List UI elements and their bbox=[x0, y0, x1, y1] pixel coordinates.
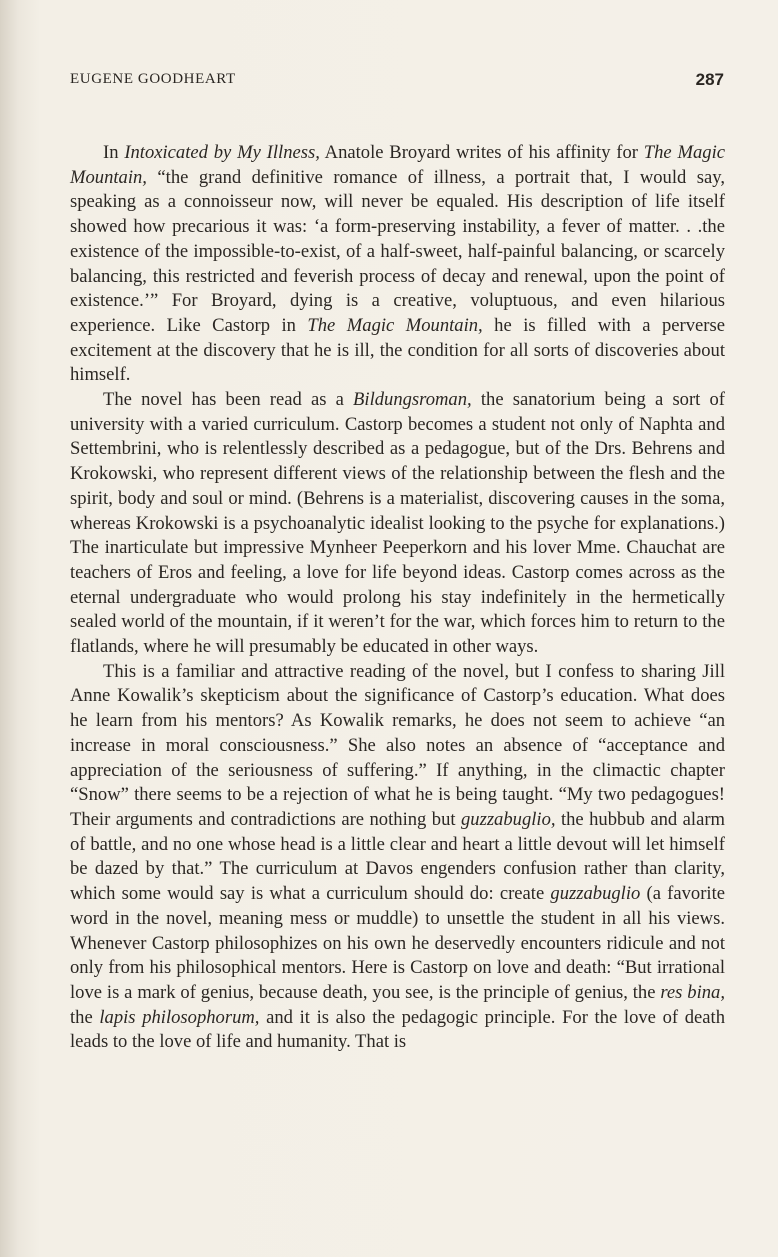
text-run: The novel has been read as a bbox=[103, 389, 354, 411]
book-title-italic: The Magic Mountain, bbox=[307, 314, 483, 336]
running-head-author: EUGENE GOODHEART bbox=[70, 71, 236, 87]
italic-term: lapis philosophorum, bbox=[99, 1006, 260, 1028]
italic-term: guzzabuglio bbox=[550, 883, 641, 905]
paragraph bbox=[70, 388, 725, 660]
page-number: 287 bbox=[695, 70, 724, 89]
text-run: (a favorite word in the novel, meaning mess or muddle) to unsettle the student in all his views. Whenever Castorp philosophizes on his own he deservedly encounters ridicule and not only from his philosophical mentors. Here is Castorp on love and death: “But irrational love is a mark of genius, because death, you see, is the principle of genius, the bbox=[70, 883, 726, 1003]
text-run: the hubbub and alarm of battle, and no one whose head is a little clear and heart a little devout will let himself be dazed by that.” The curriculum at Davos engenders confusion rather than clarity, which some would say is what a curriculum should do: create bbox=[70, 808, 725, 905]
text-run: This is a familiar and attractive reading of the novel, but I confess to sharing Jill Anne Kowalik’s skepticism about the significance of Castorp’s education. What does he learn from his mentors? As Kowalik remarks, he does not seem to achieve “an increase in moral consciousness.” She also notes an absence of “acceptance and appreciation of the seriousness of suffering.” If anything, in the climactic chapter “Snow” there seems to be a rejection of what he is being taught. “My two pedagogues! Their arguments and contradictions are nothing but bbox=[70, 660, 725, 830]
paragraph bbox=[70, 660, 725, 1055]
book-title-italic: Intoxicated by My Illness, bbox=[124, 142, 320, 163]
text-run: he is filled with a perverse excitement at the discovery that he is ill, the condition for all sorts of discoveries about himself. bbox=[70, 314, 725, 386]
italic-term: guzzabuglio, bbox=[460, 808, 556, 830]
text-run: Anatole Broyard writes of his affinity for bbox=[319, 142, 644, 163]
running-head bbox=[70, 71, 724, 93]
text-run: and it is also the pedagogic principle. For the love of death leads to the love of life and humanity. That is bbox=[70, 1006, 725, 1053]
italic-term: Bildungsroman, bbox=[353, 389, 472, 411]
italic-term: res bina, bbox=[660, 981, 726, 1003]
book-title-italic: The Magic Mountain, bbox=[70, 142, 725, 188]
text-run: the bbox=[70, 1006, 100, 1028]
text-run: the sanatorium being a sort of university with a varied curriculum. Castorp becomes a student not only of Naphta and Settembrini, who is relentlessly described as a pedagogue, but of the Drs. Behrens and Krokowski, who represent different views of the relationship between the flesh and the spirit, body and soul or mind. (Behrens is a materialist, discovering causes in the soma, whereas Krokowski is a psychoanalytic idealist looking to the psyche for explanations.) The inarticulate but impressive Mynheer Peeperkorn and his lover Mme. Chauchat are teachers of Eros and feeling, a love for life beyond ideas. Castorp comes across as the eternal undergraduate who would prolong his stay indefinitely in the hermetically sealed world of the mountain, if it weren’t for the war, which forces him to return to the flatlands, where he will presumably be educated in other ways. bbox=[70, 389, 725, 658]
text-run: “the grand definitive romance of illness, a portrait that, I would say, speaking as a connoisseur now, will never be equaled. His description of life itself showed how precarious it was: ‘a form-preserving instability, a fever of matter. . .the existence of the impossible-to-exist, of a half-sweet, half-painful balancing, or scarcely balancing, this restricted and feverish process of decay and renewal, upon the point of existence.’” For Broyard, dying is a creative, voluptuous, and even hilarious experience. Like Castorp in bbox=[70, 166, 725, 336]
text-run: In bbox=[103, 142, 125, 163]
paragraph bbox=[70, 141, 725, 388]
body-text bbox=[70, 141, 725, 1055]
